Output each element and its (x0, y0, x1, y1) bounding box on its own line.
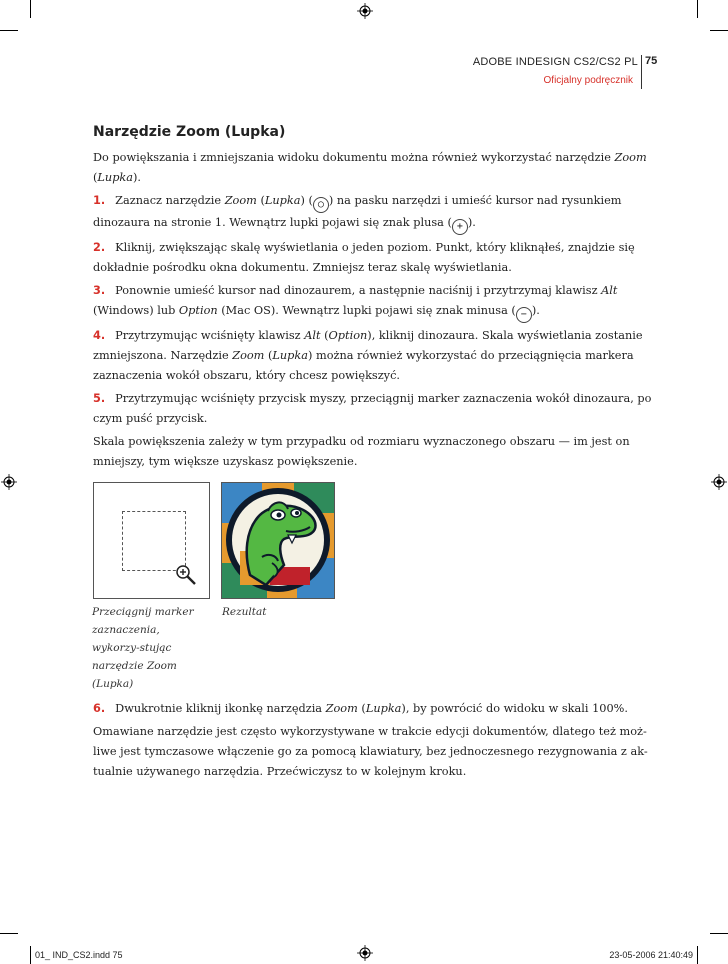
caption-right: Rezultat (222, 606, 267, 618)
header-separator (641, 55, 642, 89)
crop-mark (710, 30, 728, 31)
magnifier-icon: ○ (313, 197, 329, 213)
figure-dinosaur-result (221, 482, 335, 599)
step-2: 2. Kliknij, zwiększając skalę wyświetlania o jeden poziom. Punkt, który kliknąłeś, znajdzie się dokładnie pośrodku okna dokumentu. Zmniejsz teraz skalę wyświetlania. (93, 241, 635, 274)
step-number: 3. (93, 284, 106, 297)
crop-mark (697, 0, 698, 18)
figure-marquee-selection (93, 482, 210, 599)
dinosaur-illustration (222, 483, 334, 598)
crop-mark (30, 946, 31, 964)
crop-mark (0, 30, 18, 31)
intro-paragraph: Do powiększania i zmniejszania widoku dokumentu można również wykorzystać narzędzie Zoom (Lupka). (93, 151, 647, 184)
step-number: 6. (93, 702, 106, 715)
magnifier-minus-icon: − (516, 307, 532, 323)
crop-mark (30, 0, 31, 18)
step-6: 6. Dwukrotnie kliknij ikonkę narzędzia Zoom (Lupka), by powrócić do widoku w skali 100%. (93, 702, 628, 715)
magnifier-plus-icon (174, 563, 198, 587)
registration-mark-icon (357, 3, 373, 19)
magnifier-plus-icon: + (452, 219, 468, 235)
footer-file-info: 01_ IND_CS2.indd 75 (35, 950, 123, 960)
selection-marquee (122, 511, 186, 571)
closing-paragraph: Omawiane narzędzie jest często wykorzystywane w trakcie edycji dokumentów, dlatego też moż-liwe jest tymczasowe włączenie go za pomocą klawiatury, bez jednoczesnego rezygnowania z ak-tualnie używanego narzędzia. Przećwiczysz to w kolejnym kroku. (93, 725, 648, 778)
page-number: 75 (645, 55, 658, 67)
step-number: 2. (93, 241, 106, 254)
note-paragraph: Skala powiększenia zależy w tym przypadku od rozmiaru wyznaczonego obszaru — im jest on mniejszy, tym większe uzyskasz powiększenie. (93, 435, 630, 468)
running-header-title: ADOBE INDESIGN CS2/CS2 PL (472, 56, 638, 68)
step-number: 4. (93, 329, 106, 342)
registration-mark-icon (357, 945, 373, 961)
footer-timestamp: 23-05-2006 21:40:49 (609, 950, 693, 960)
running-header-subtitle: Oficjalny podręcznik (543, 75, 633, 86)
crop-mark (0, 933, 18, 934)
step-3: 3. Ponownie umieść kursor nad dinozaurem, a następnie naciśnij i przytrzymaj klawisz Alt (Windows) lub Option (Mac OS). Wewnątrz lupki pojawi się znak minusa ( − ). (93, 281, 653, 323)
registration-mark-icon (711, 474, 727, 490)
step-1: 1. Zaznacz narzędzie Zoom (Lupka) ( ○ ) na pasku narzędzi i umieść kursor nad rysunkiem dinozaura na stronie 1. Wewnątrz lupki pojawi się znak plusa ( + ). (93, 191, 653, 235)
crop-mark (710, 933, 728, 934)
registration-mark-icon (1, 474, 17, 490)
section-heading: Narzędzie Zoom (Lupka) (93, 124, 286, 140)
caption-left: Przeciągnij marker zaznaczenia, wykorzy-stując narzędzie Zoom (Lupka) (92, 606, 194, 690)
step-number: 1. (93, 194, 106, 207)
step-5: 5. Przytrzymując wciśnięty przycisk myszy, przeciągnij marker zaznaczenia wokół dinozaura, po czym puść przycisk. (93, 392, 652, 425)
step-number: 5. (93, 392, 106, 405)
body-text-block (93, 148, 653, 475)
step-4: 4. Przytrzymując wciśnięty klawisz Alt (Option), kliknij dinozaura. Skala wyświetlania zostanie zmniejszona. Narzędzie Zoom (Lupka) można również wykorzystać do przeciągnięcia markera zaznaczenia wokół obszaru, który chcesz powiększyć. (93, 329, 643, 382)
body-text-continued (93, 699, 653, 785)
crop-mark (697, 946, 698, 964)
